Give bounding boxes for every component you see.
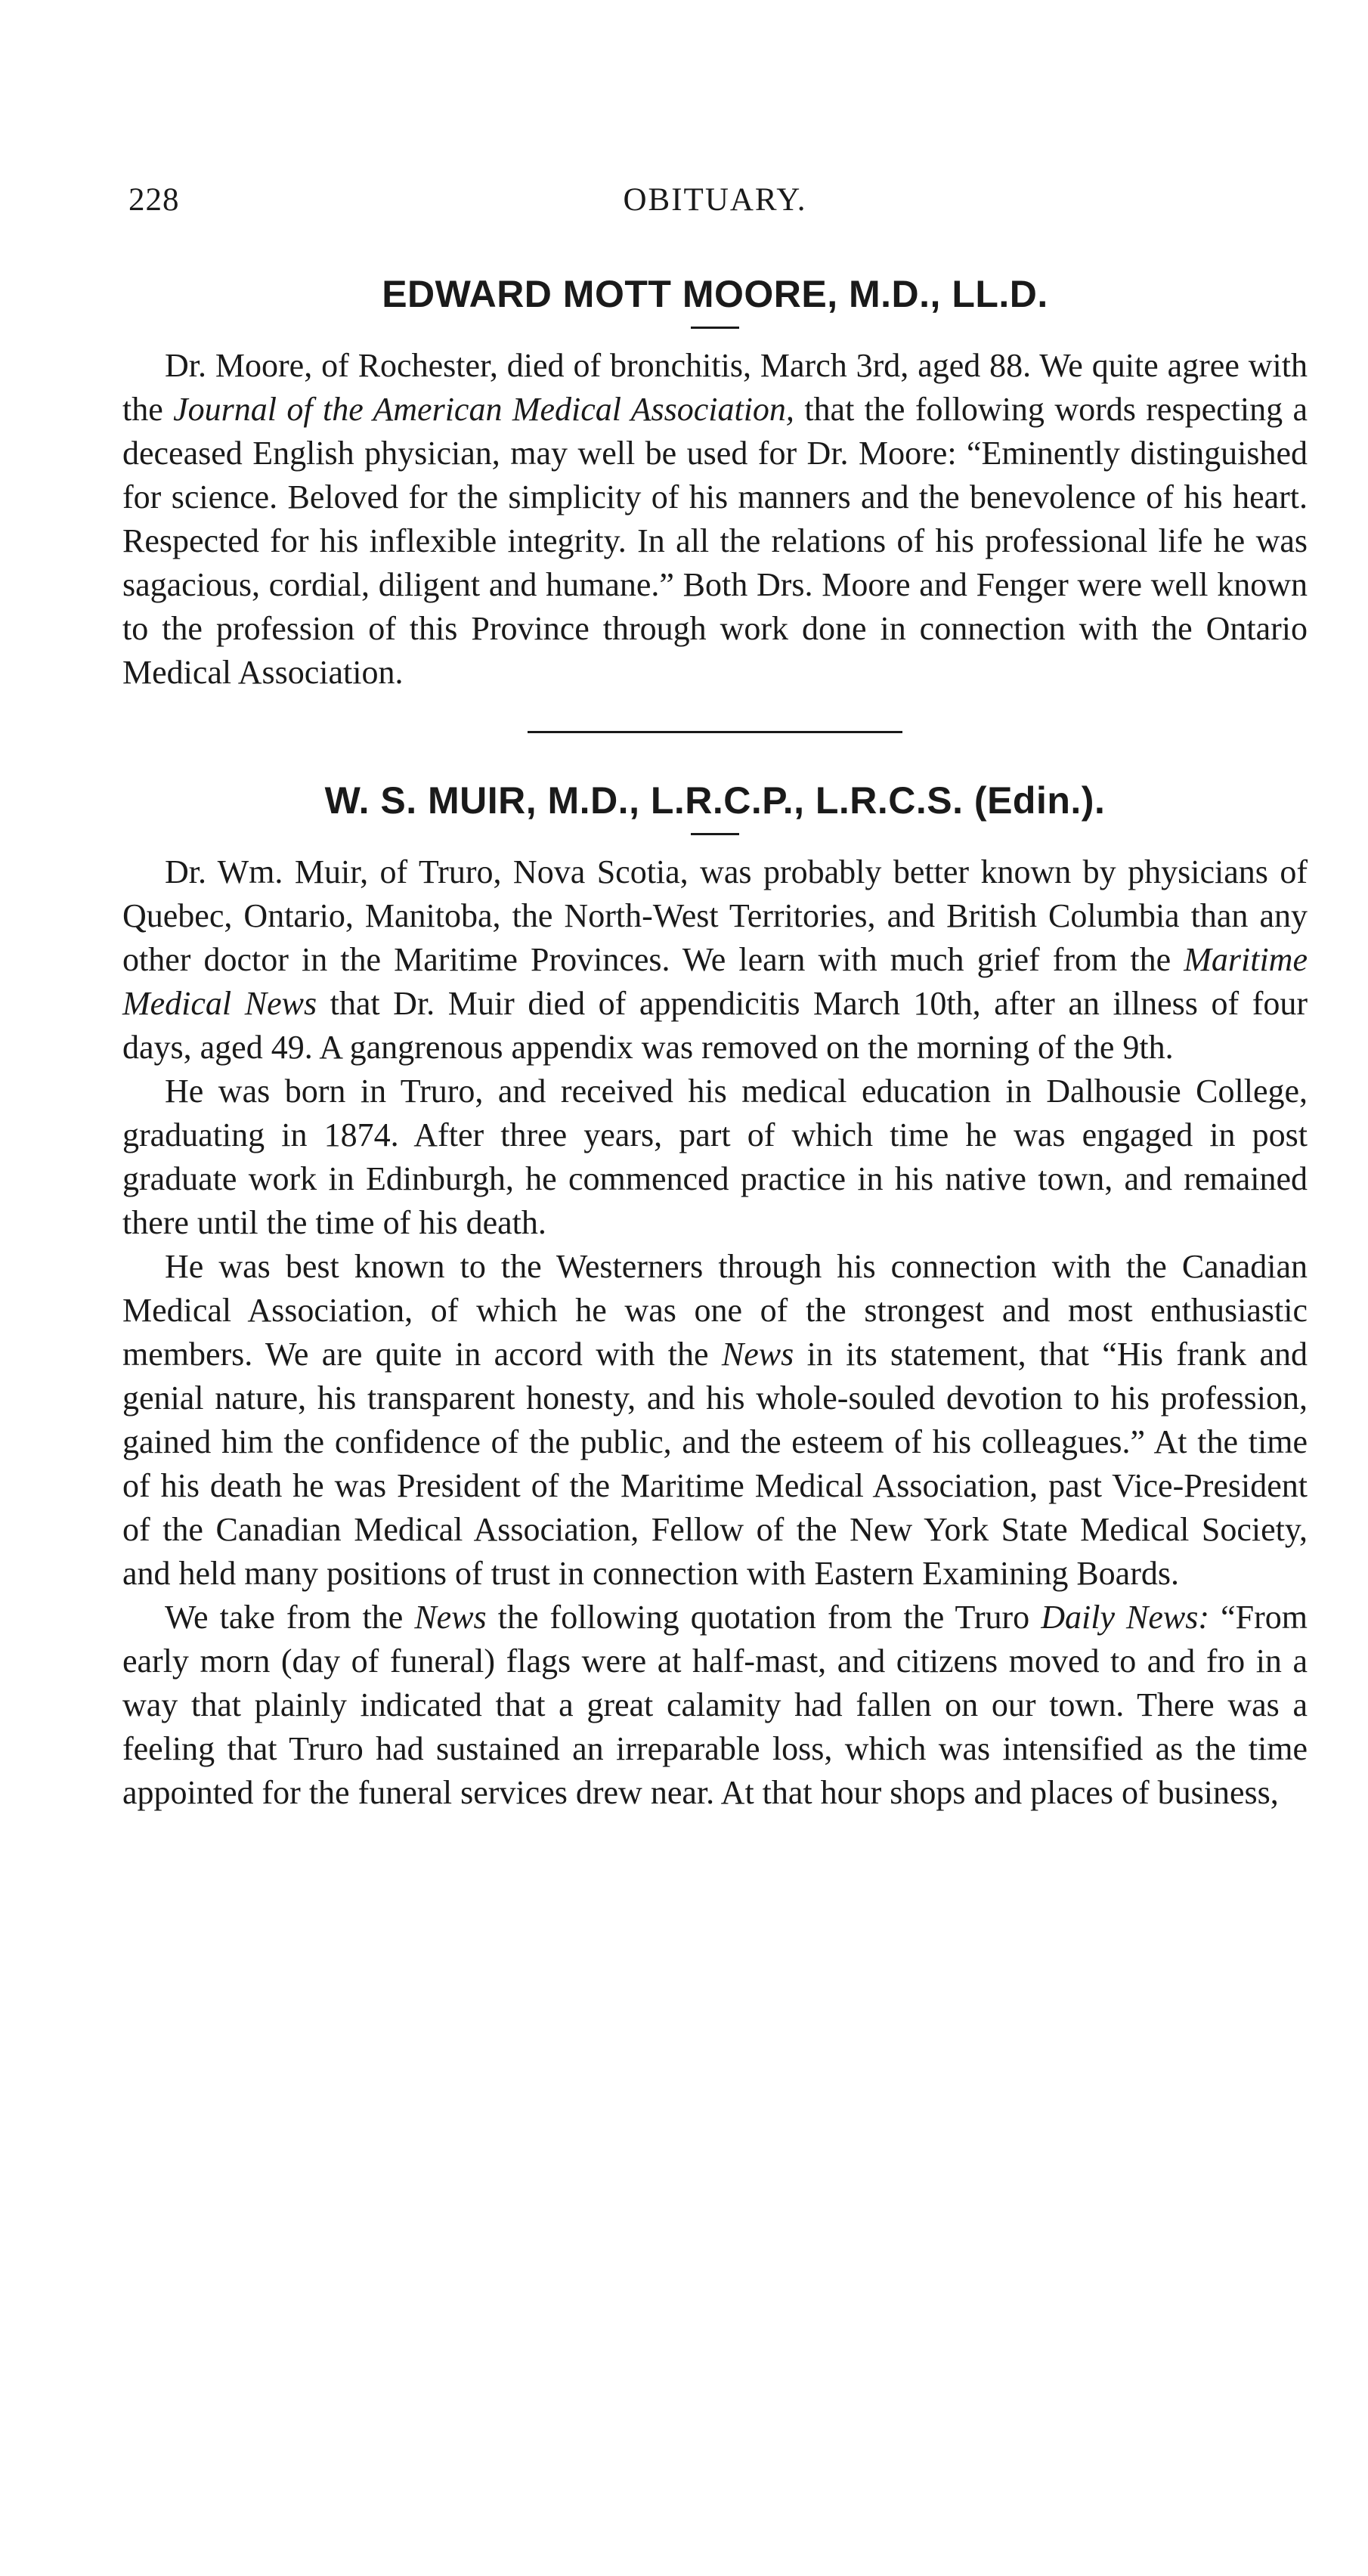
text-run: “From early morn (day of funeral) flags were at half-mast, and citizens moved to and fro in a way that plainly indicated that a great calamity had fallen on our town. There was a feeling that Truro had sustained an irreparable loss, which was intensified as the time appointed for the funeral services drew near. At that hour shops and places of business, xyxy=(122,1599,1308,1811)
text-run: in its statement, that “His frank and genial nature, his transparent honesty, and his whole-souled devotion to his profession, gained him the confidence of the public, and the esteem of his colleagues.” At the time of his death he was President of the Maritime Medical Association, past Vice-President of the Canadian Medical Association, Fellow of the New York State Medical Society, and held many positions of trust in connection with Eastern Examining Boards. xyxy=(122,1336,1308,1592)
section-divider xyxy=(528,731,902,733)
page-number: 228 xyxy=(128,182,180,218)
italic-text-run: News xyxy=(721,1336,794,1373)
text-run: Dr. Moore, of Rochester, died of bronchitis, March 3rd, aged 88. We quite agree with the xyxy=(122,347,1308,428)
text-run: that the following words respecting a deceased English physician, may well be used for Dr. Moore: “Eminently distinguished for science. Beloved for the simplicity of his manners and the benevolence of his heart. Respected for his inflexible integrity. In all the relations of his professional life he was sagacious, cordial, diligent and humane.” Both Drs. Moore and Fenger were well known to the profession of this Province through work done in connection with the Ontario Medical Association. xyxy=(122,391,1308,691)
text-run: the following quotation from the Truro xyxy=(486,1599,1041,1636)
obituary-heading: EDWARD MOTT MOORE, M.D., LL.D. xyxy=(382,273,1048,315)
obituary-muir xyxy=(122,779,1308,1815)
body-paragraph xyxy=(122,1596,1308,1815)
body-paragraph xyxy=(122,1245,1308,1596)
italic-text-run: News xyxy=(414,1599,487,1636)
text-run: He was born in Truro, and received his medical education in Dalhousie College, graduating in 1874. After three years, part of which time he was engaged in post graduate work in Edinburgh, he commenced practice in his native town, and remained there until the time of his death. xyxy=(122,1073,1308,1241)
document-page xyxy=(122,181,1308,1815)
running-head xyxy=(122,181,1308,234)
text-run: He was best known to the Westerners through his connection with the Canadian Medical Association, of which he was one of the strongest and most enthusiastic members. We are quite in accord with the xyxy=(122,1248,1308,1373)
obituary-heading: W. S. MUIR, M.D., L.R.C.P., L.R.C.S. (Edin.). xyxy=(324,779,1106,822)
text-run: that Dr. Muir died of appendicitis March 10th, after an illness of four days, aged 49. A gangrenous appendix was removed on the morning of the 9th. xyxy=(122,985,1308,1066)
body-paragraph xyxy=(122,344,1308,695)
text-run: Dr. Wm. Muir, of Truro, Nova Scotia, was probably better known by physicians of Quebec, Ontario, Manitoba, the North-West Territories, and British Columbia than any other doctor in the Maritime Provinces. We learn with much grief from the xyxy=(122,853,1308,978)
heading-rule xyxy=(691,327,739,329)
italic-text-run: Maritime Medical News xyxy=(122,941,1308,1022)
italic-text-run: Daily News: xyxy=(1041,1599,1210,1636)
section-title: OBITUARY. xyxy=(623,182,807,218)
body-paragraph xyxy=(122,850,1308,1070)
italic-text-run: Journal of the American Medical Association, xyxy=(173,391,794,428)
obituary-moore xyxy=(122,272,1308,695)
heading-rule xyxy=(691,833,739,835)
body-paragraph xyxy=(122,1070,1308,1245)
text-run: We take from the xyxy=(165,1599,415,1636)
